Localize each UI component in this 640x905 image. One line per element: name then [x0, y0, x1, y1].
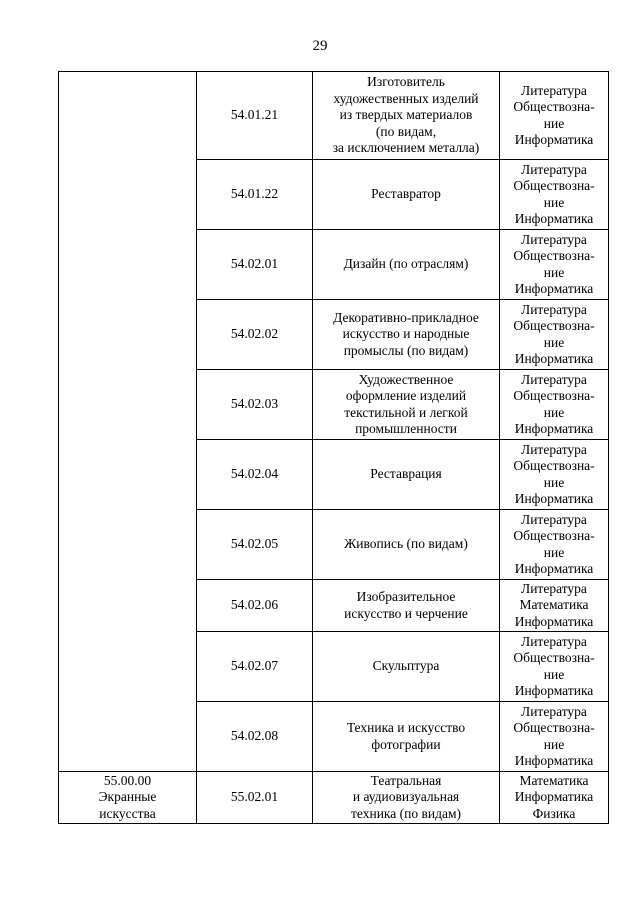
subjects-cell: Литература Обществозна- ние Информатика — [500, 72, 609, 160]
subjects-cell: Литература Обществозна- ние Информатика — [500, 440, 609, 510]
code-cell: 54.01.21 — [197, 72, 313, 160]
code-cell: 54.02.01 — [197, 230, 313, 300]
code-cell: 54.02.06 — [197, 580, 313, 632]
subjects-cell: Литература Обществозна- ние Информатика — [500, 230, 609, 300]
subjects-cell: Литература Обществозна- ние Информатика — [500, 632, 609, 702]
profession-cell: Реставратор — [313, 160, 500, 230]
code-cell: 54.02.05 — [197, 510, 313, 580]
subjects-cell: Литература Обществозна- ние Информатика — [500, 160, 609, 230]
profession-cell: Изготовитель художественных изделий из твердых материалов (по видам, за исключением металла) — [313, 72, 500, 160]
specialties-table — [58, 71, 609, 824]
code-cell: 54.02.04 — [197, 440, 313, 510]
group-cell-empty — [59, 72, 197, 772]
table-row — [59, 72, 609, 160]
profession-cell: Живопись (по видам) — [313, 510, 500, 580]
subjects-cell: Литература Обществозна- ние Информатика — [500, 510, 609, 580]
code-cell: 55.02.01 — [197, 772, 313, 824]
subjects-cell: Литература Обществозна- ние Информатика — [500, 370, 609, 440]
profession-cell: Скульптура — [313, 632, 500, 702]
profession-cell: Реставрация — [313, 440, 500, 510]
group-cell: 55.00.00 Экранные искусства — [59, 772, 197, 824]
profession-cell: Техника и искусство фотографии — [313, 702, 500, 772]
subjects-cell: Математика Информатика Физика — [500, 772, 609, 824]
code-cell: 54.02.08 — [197, 702, 313, 772]
profession-cell: Художественное оформление изделий текстильной и легкой промышленности — [313, 370, 500, 440]
profession-cell: Декоративно-прикладное искусство и народные промыслы (по видам) — [313, 300, 500, 370]
table-row — [59, 772, 609, 824]
code-cell: 54.01.22 — [197, 160, 313, 230]
code-cell: 54.02.02 — [197, 300, 313, 370]
profession-cell: Дизайн (по отраслям) — [313, 230, 500, 300]
page-number: 29 — [312, 38, 328, 54]
code-cell: 54.02.03 — [197, 370, 313, 440]
code-cell: 54.02.07 — [197, 632, 313, 702]
subjects-cell: Литература Математика Информатика — [500, 580, 609, 632]
subjects-cell: Литература Обществозна- ние Информатика — [500, 300, 609, 370]
profession-cell: Изобразительное искусство и черчение — [313, 580, 500, 632]
profession-cell: Театральная и аудиовизуальная техника (по видам) — [313, 772, 500, 824]
subjects-cell: Литература Обществозна- ние Информатика — [500, 702, 609, 772]
